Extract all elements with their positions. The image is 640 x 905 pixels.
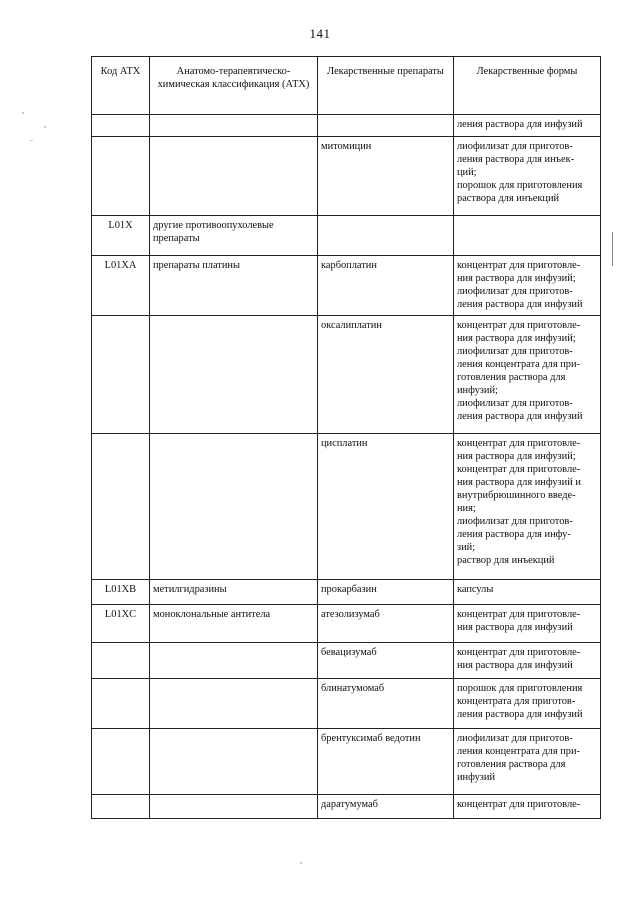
table-body xyxy=(92,115,601,819)
atc-classification-cell xyxy=(150,729,318,795)
drug-name-cell xyxy=(318,216,454,256)
dosage-form-cell: концентрат для приготовле- ния раствора для инфузий xyxy=(454,605,601,643)
atc-classification-cell: препараты платины xyxy=(150,256,318,316)
dosage-form-cell: концентрат для приготовле- xyxy=(454,795,601,819)
dosage-form-cell: концентрат для приготовле- ния раствора для инфузий; лиофилизат для приготов- ления концентрата для при- готовления раствора для инфузий; лиофилизат для приготов- ления раствора для инфузий xyxy=(454,316,601,434)
table-row xyxy=(92,679,601,729)
table-row xyxy=(92,316,601,434)
atc-code-cell: L01XC xyxy=(92,605,150,643)
table-row xyxy=(92,256,601,316)
dosage-form-cell: капсулы xyxy=(454,580,601,605)
atc-classification-cell: моноклональные антитела xyxy=(150,605,318,643)
header-atc-code: Код АТХ xyxy=(92,57,150,115)
table-row xyxy=(92,729,601,795)
dosage-form-cell: лиофилизат для приготов- ления раствора для инъек- ций; порошок для приготовления раствора для инъекций xyxy=(454,137,601,216)
drug-name-cell: оксалиплатин xyxy=(318,316,454,434)
atc-classification-cell: другие противоопухолевые препараты xyxy=(150,216,318,256)
drug-name-cell: бевацизумаб xyxy=(318,643,454,679)
atc-classification-cell xyxy=(150,643,318,679)
atc-code-cell xyxy=(92,643,150,679)
drug-name-cell: карбоплатин xyxy=(318,256,454,316)
table-row xyxy=(92,216,601,256)
drug-name-cell xyxy=(318,115,454,137)
table-header-row xyxy=(92,57,601,115)
header-drugs: Лекарственные препараты xyxy=(318,57,454,115)
table-row xyxy=(92,605,601,643)
drug-name-cell: даратумумаб xyxy=(318,795,454,819)
page-number: 141 xyxy=(309,26,331,41)
atc-classification-cell xyxy=(150,137,318,216)
atc-classification-cell xyxy=(150,434,318,580)
dosage-form-cell: концентрат для приготовле- ния раствора для инфузий; лиофилизат для приготов- ления раствора для инфузий xyxy=(454,256,601,316)
dosage-form-cell: концентрат для приготовле- ния раствора для инфузий; концентрат для приготовле- ния раствора для инфузий и внутрибрюшинного введе- ния; лиофилизат для приготов- ления раствора для инфу- зий; раствор для инъекций xyxy=(454,434,601,580)
atc-code-cell xyxy=(92,729,150,795)
atc-classification-cell xyxy=(150,679,318,729)
scan-edge-mark xyxy=(612,232,613,266)
atc-code-cell: L01X xyxy=(92,216,150,256)
dosage-form-cell: порошок для приготовления концентрата для приготов- ления раствора для инфузий xyxy=(454,679,601,729)
atc-drug-table xyxy=(91,56,601,819)
table-row xyxy=(92,137,601,216)
table-row xyxy=(92,795,601,819)
scan-speckle xyxy=(30,140,33,141)
drug-name-cell: митомицин xyxy=(318,137,454,216)
atc-code-cell: L01XB xyxy=(92,580,150,605)
dosage-form-cell: концентрат для приготовле- ния раствора для инфузий xyxy=(454,643,601,679)
table-row xyxy=(92,580,601,605)
scan-speckle xyxy=(44,126,46,128)
drug-name-cell: брентуксимаб ведотин xyxy=(318,729,454,795)
table-row xyxy=(92,115,601,137)
dosage-form-cell: ления раствора для инфузий xyxy=(454,115,601,137)
atc-code-cell xyxy=(92,115,150,137)
atc-classification-cell xyxy=(150,795,318,819)
drug-name-cell: блинатумомаб xyxy=(318,679,454,729)
table-row xyxy=(92,434,601,580)
dosage-form-cell: лиофилизат для приготов- ления концентрата для при- готовления раствора для инфузий xyxy=(454,729,601,795)
dosage-form-cell xyxy=(454,216,601,256)
drug-name-cell: прокарбазин xyxy=(318,580,454,605)
atc-code-cell: L01XA xyxy=(92,256,150,316)
drug-name-cell: цисплатин xyxy=(318,434,454,580)
header-dosage-forms: Лекарственные формы xyxy=(454,57,601,115)
atc-code-cell xyxy=(92,434,150,580)
scan-speckle xyxy=(300,862,302,864)
atc-classification-cell xyxy=(150,316,318,434)
scan-speckle xyxy=(22,112,24,114)
atc-classification-cell: метилгидразины xyxy=(150,580,318,605)
drug-name-cell: атезолизумаб xyxy=(318,605,454,643)
atc-code-cell xyxy=(92,316,150,434)
atc-code-cell xyxy=(92,795,150,819)
table-row xyxy=(92,643,601,679)
header-atc-classification: Анатомо-терапевтическо-химическая классификация (АТХ) xyxy=(150,57,318,115)
atc-classification-cell xyxy=(150,115,318,137)
atc-code-cell xyxy=(92,679,150,729)
atc-code-cell xyxy=(92,137,150,216)
